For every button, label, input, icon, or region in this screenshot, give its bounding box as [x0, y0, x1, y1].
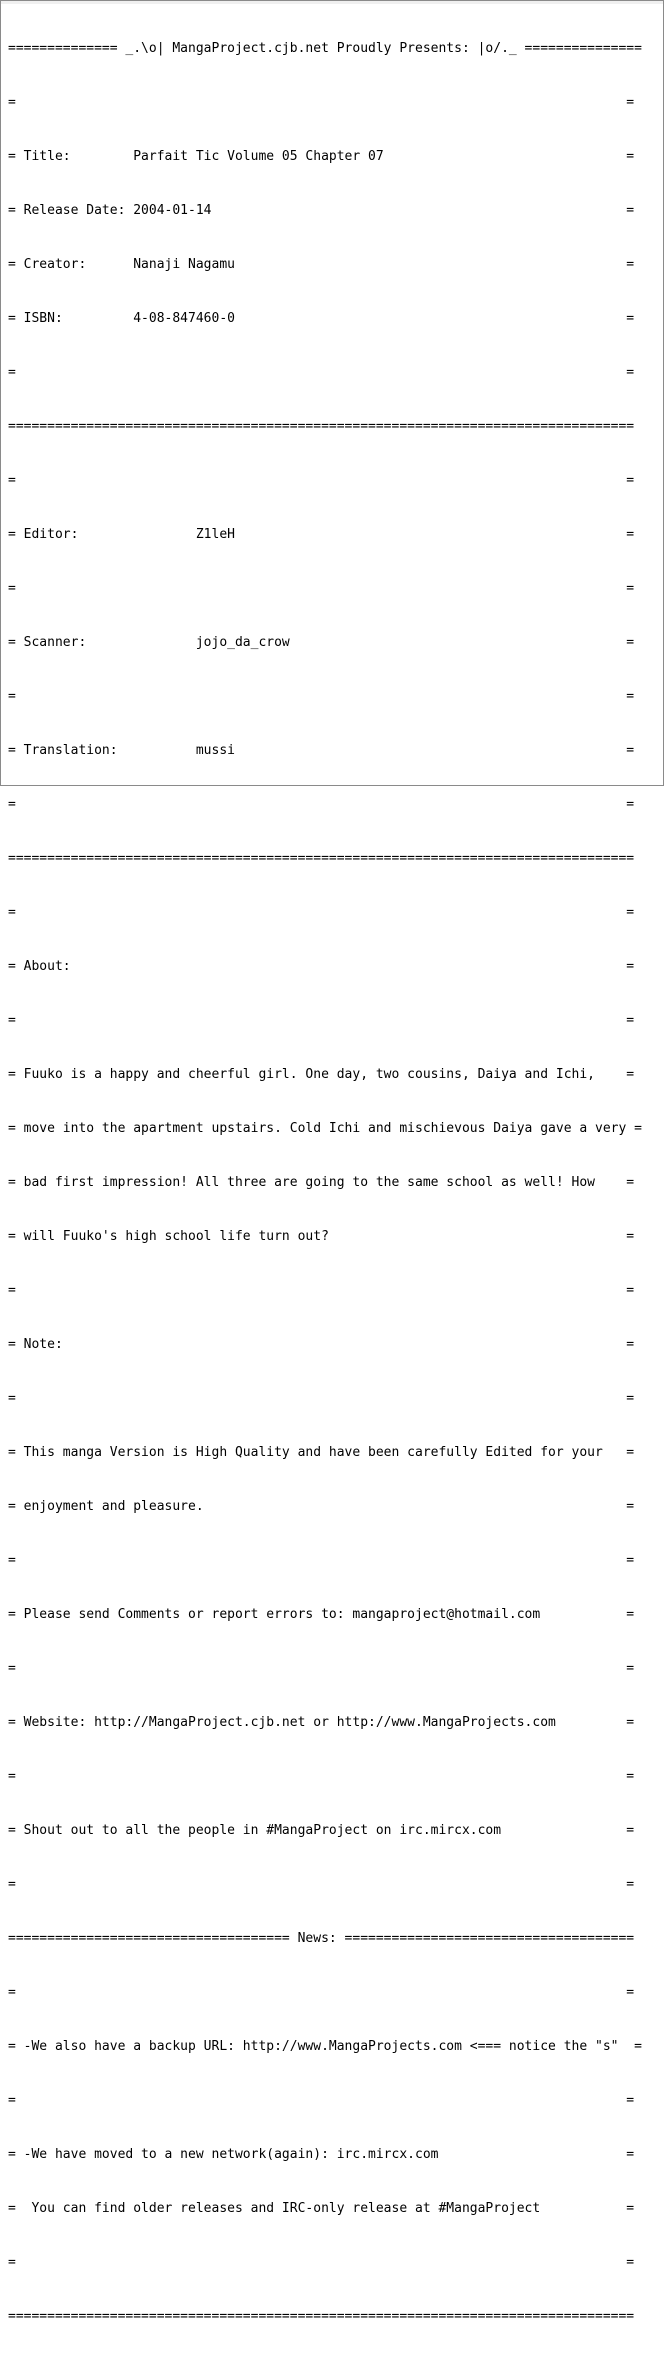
- text-line: = =: [8, 581, 635, 596]
- about-text-line: = bad first impression! All three are going to the same school as well! How =: [8, 1175, 635, 1190]
- text-line: = =: [8, 2093, 635, 2108]
- text-line: = =: [8, 797, 635, 812]
- note-text-line: = enjoyment and pleasure. =: [8, 1499, 635, 1514]
- about-text-line: = will Fuuko's high school life turn out? =: [8, 1229, 635, 1244]
- website-line: = Website: http://MangaProject.cjb.net or http://www.MangaProjects.com =: [8, 1715, 635, 1730]
- text-line: = =: [8, 95, 635, 110]
- note-text-line: = This manga Version is High Quality and have been carefully Edited for your =: [8, 1445, 635, 1460]
- news-item-line: = -We have moved to a new network(again): irc.mircx.com =: [8, 2147, 635, 2162]
- news-heading-line: ==================================== News: =====================================: [8, 1931, 635, 1946]
- editor-line: = Editor: Z1leH =: [8, 527, 635, 542]
- news-item-line: = You can find older releases and IRC-only release at #MangaProject =: [8, 2201, 635, 2216]
- text-line: = =: [8, 473, 635, 488]
- contact-line: = Please send Comments or report errors to: mangaproject@hotmail.com =: [8, 1607, 635, 1622]
- text-line: = =: [8, 1553, 635, 1568]
- text-line: = =: [8, 365, 635, 380]
- text-line: = =: [8, 689, 635, 704]
- title-line: = Title: Parfait Tic Volume 05 Chapter 07 =: [8, 149, 635, 164]
- banner-line: ============== _.\o| MangaProject.cjb.net Proudly Presents: |o/._ ===============: [8, 41, 642, 56]
- scanner-line: = Scanner: jojo_da_crow =: [8, 635, 635, 650]
- separator-line: ================================================================================: [8, 851, 635, 866]
- text-line: = =: [8, 1769, 635, 1784]
- creator-line: = Creator: Nanaji Nagamu =: [8, 257, 635, 272]
- text-line: = =: [8, 1985, 635, 2000]
- isbn-line: = ISBN: 4-08-847460-0 =: [8, 311, 635, 326]
- about-heading-line: = About: =: [8, 959, 635, 974]
- release-date-line: = Release Date: 2004-01-14 =: [8, 203, 635, 218]
- text-line: = =: [8, 1661, 635, 1676]
- about-text-line: = Fuuko is a happy and cheerful girl. One day, two cousins, Daiya and Ichi, =: [8, 1067, 635, 1082]
- text-line: = =: [8, 1283, 635, 1298]
- separator-line: ================================================================================: [8, 2309, 635, 2324]
- text-line: = =: [8, 2255, 635, 2270]
- translation-line: = Translation: mussi =: [8, 743, 635, 758]
- shoutout-line: = Shout out to all the people in #MangaProject on irc.mircx.com =: [8, 1823, 635, 1838]
- text-line: = =: [8, 1877, 635, 1892]
- about-text-line: = move into the apartment upstairs. Cold Ichi and mischievous Daiya gave a very =: [8, 1121, 642, 1136]
- nfo-text-content[interactable]: [1, 4, 642, 2362]
- text-line: = =: [8, 1013, 635, 1028]
- text-line: = =: [8, 1391, 635, 1406]
- text-line: = =: [8, 905, 635, 920]
- news-item-line: = -We also have a backup URL: http://www.MangaProjects.com <=== notice the "s" =: [8, 2039, 642, 2054]
- note-heading-line: = Note: =: [8, 1337, 635, 1352]
- separator-line: ================================================================================: [8, 419, 635, 434]
